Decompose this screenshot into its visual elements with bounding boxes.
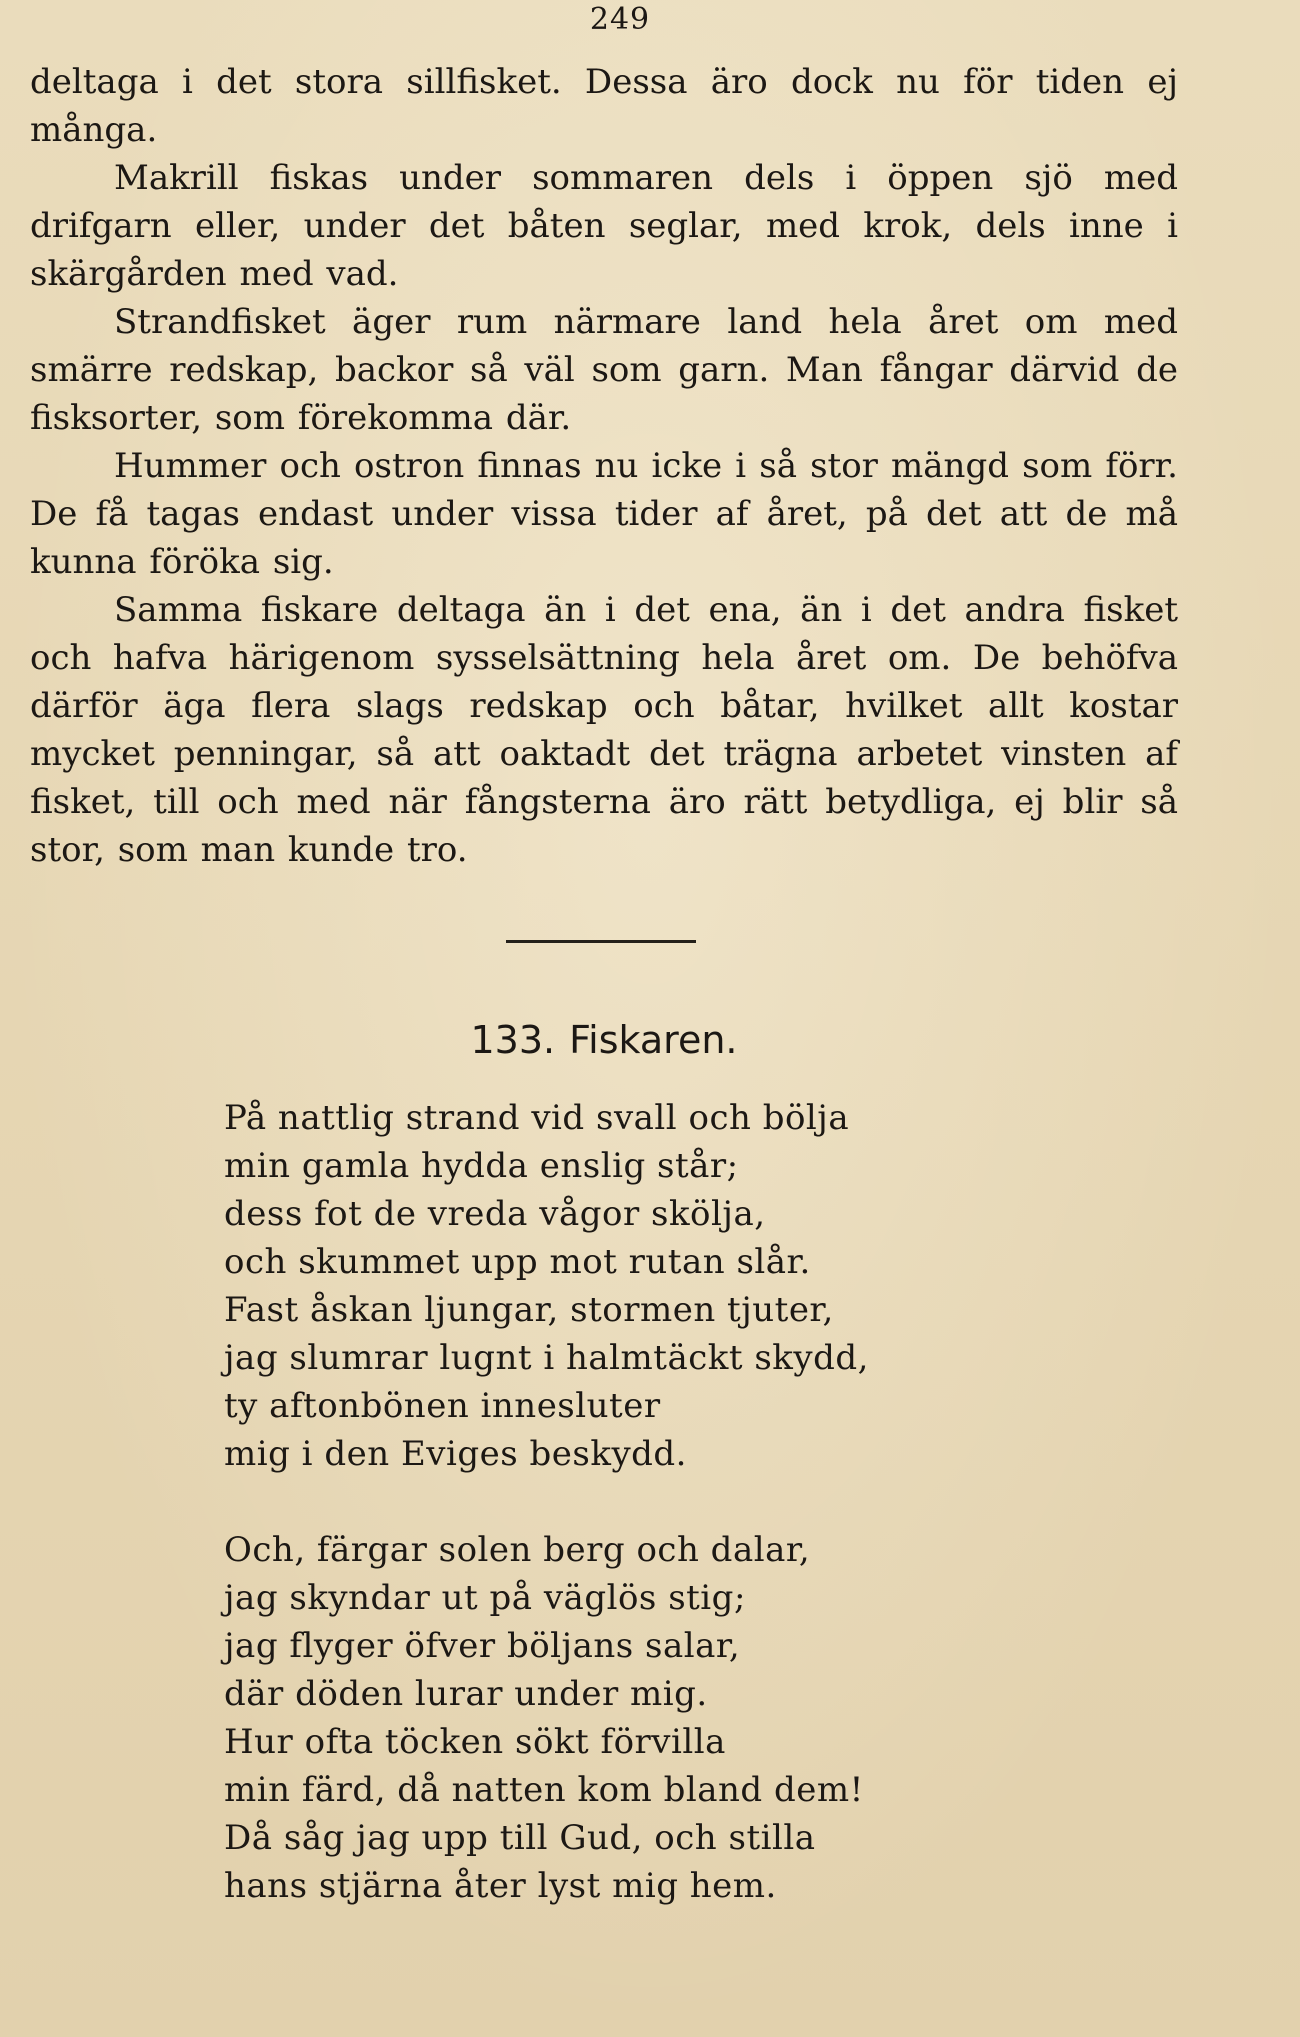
section-divider [506,940,696,943]
poem-line: mig i den Eviges beskydd. [224,1434,687,1474]
paragraph: deltaga i det stora sillfisket. Dessa äro dock nu för tiden ej många. [30,62,1178,150]
poem-stanza [224,1526,1124,1910]
poem-stanza [224,1094,1124,1478]
poem-line: min gamla hydda enslig står; [224,1146,739,1186]
paragraph: Samma fiskare deltaga än i det ena, än i det andra fisket och hafva härigenom sysselsättning hela året om. De behöfva därför äga flera slags redskap och båtar, hvilket allt kostar mycket penningar, så att oaktadt det trägna arbetet vinsten af fisket, till och med när fångsterna äro rätt betydliga, ej blir så stor, som man kunde tro. [30,590,1178,870]
paragraph: Hummer och ostron finnas nu icke i så stor mängd som förr. De få tagas endast under vissa tider af året, på det att de må kunna föröka sig. [30,446,1178,582]
poem-line: ty aftonbönen innesluter [224,1386,661,1426]
page-number: 249 [589,2,651,37]
poem-line: Och, färgar solen berg och dalar, [224,1530,811,1570]
poem-line: där döden lurar under mig. [224,1674,708,1714]
poem-line: och skummet upp mot rutan slår. [224,1242,811,1282]
poem-line: Hur ofta töcken sökt förvilla [224,1722,726,1762]
prose-section [30,58,1178,874]
paragraph: Strandfisket äger rum närmare land hela året om med smärre redskap, backor så väl som garn. Man fångar därvid de fisksorter, som förekomma där. [30,302,1178,438]
poem-heading [0,1018,1208,1062]
poem-line: På nattlig strand vid svall och bölja [224,1098,850,1138]
poem-line: hans stjärna åter lyst mig hem. [224,1866,777,1906]
poem-line: jag flyger öfver böljans salar, [224,1626,741,1666]
poem-number: 133. [470,1018,556,1062]
poem-line: dess fot de vreda vågor skölja, [224,1194,766,1234]
poem-line: jag slumrar lugnt i halmtäckt skydd, [224,1338,869,1378]
paragraph: Makrill fiskas under sommaren dels i öppen sjö med drifgarn eller, under det båten seglar, med krok, dels inne i skärgården med vad. [30,158,1178,294]
poem-line: Fast åskan ljungar, stormen tjuter, [224,1290,834,1330]
poem-line: Då såg jag upp till Gud, och stilla [224,1818,816,1858]
poem-line: min färd, då natten kom bland dem! [224,1770,864,1810]
poem-line: jag skyndar ut på väglös stig; [224,1578,746,1618]
poem-title: Fiskaren. [569,1018,738,1062]
